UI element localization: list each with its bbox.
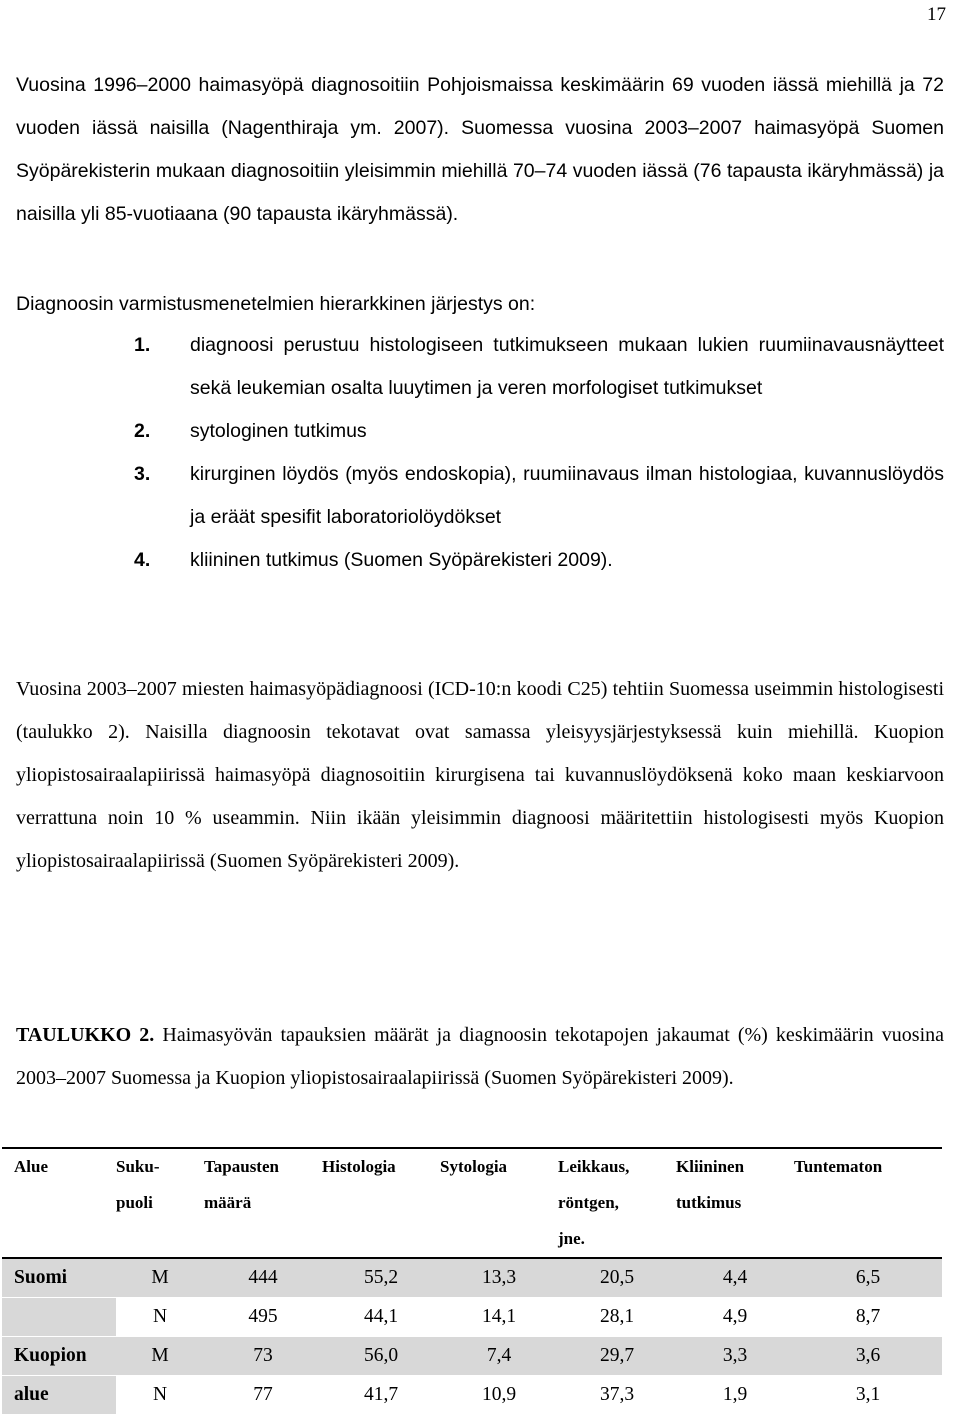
table-row	[2, 1258, 942, 1298]
cell-kliininen: 1,9	[676, 1376, 794, 1415]
table-header-row	[2, 1148, 942, 1258]
cell-kliininen: 4,4	[676, 1258, 794, 1298]
cases-table	[2, 1147, 942, 1415]
header-alue: Alue	[2, 1148, 116, 1258]
cell-leikkaus: 37,3	[558, 1376, 676, 1415]
cell-sex: N	[116, 1298, 204, 1337]
header-sytologia: Sytologia	[440, 1148, 558, 1258]
list-item	[16, 410, 944, 453]
table-row	[2, 1376, 942, 1415]
list-item-text: diagnoosi perustuu histologiseen tutkimukseen mukaan lukien ruumiinavausnäytteet sekä leukemian osalta luuytimen ja veren morfologiset tutkimukset	[190, 334, 944, 399]
cell-histologia: 41,7	[322, 1376, 440, 1415]
header-kliininen: Kliininen tutkimus	[676, 1148, 794, 1258]
list-item-number: 1.	[134, 334, 151, 356]
list-item-text: kliininen tutkimus (Suomen Syöpärekisteri 2009).	[190, 549, 613, 571]
table-row	[2, 1298, 942, 1337]
header-tuntematon: Tuntematon	[794, 1148, 942, 1258]
cell-kliininen: 3,3	[676, 1337, 794, 1376]
cell-sex: M	[116, 1258, 204, 1298]
list-item-number: 4.	[134, 549, 151, 571]
cell-cases: 77	[204, 1376, 322, 1415]
list-item-number: 3.	[134, 463, 151, 485]
cell-leikkaus: 29,7	[558, 1337, 676, 1376]
cell-histologia: 44,1	[322, 1298, 440, 1337]
cell-sytologia: 10,9	[440, 1376, 558, 1415]
cell-cases: 444	[204, 1258, 322, 1298]
page-number: 17	[927, 4, 946, 25]
cell-region	[2, 1298, 116, 1337]
table-caption	[16, 1014, 944, 1100]
table-caption-text: Haimasyövän tapauksien määrät ja diagnoosin tekotapojen jakaumat (%) keskimäärin vuosina 2003–2007 Suomessa ja Kuopion yliopistosairaalapiirissä (Suomen Syöpärekisteri 2009).	[16, 1024, 945, 1089]
list-item	[16, 324, 944, 410]
list-item-text: sytologinen tutkimus	[190, 420, 367, 442]
cell-kliininen: 4,9	[676, 1298, 794, 1337]
cell-sytologia: 13,3	[440, 1258, 558, 1298]
table-row	[2, 1337, 942, 1376]
cell-region: Suomi	[2, 1258, 116, 1298]
cell-histologia: 56,0	[322, 1337, 440, 1376]
cell-leikkaus: 28,1	[558, 1298, 676, 1337]
header-leikkaus: Leikkaus, röntgen, jne.	[558, 1148, 676, 1258]
cell-region: Kuopion	[2, 1337, 116, 1376]
cell-tuntematon: 6,5	[794, 1258, 942, 1298]
list-heading: Diagnoosin varmistusmenetelmien hierarkkinen järjestys on:	[16, 293, 536, 315]
header-histologia: Histologia	[322, 1148, 440, 1258]
diagnosis-hierarchy-list	[16, 324, 944, 582]
cell-cases: 73	[204, 1337, 322, 1376]
header-tapausten-maara: Tapausten määrä	[204, 1148, 322, 1258]
cell-sytologia: 14,1	[440, 1298, 558, 1337]
cell-cases: 495	[204, 1298, 322, 1337]
cell-sex: N	[116, 1376, 204, 1415]
cell-tuntematon: 3,6	[794, 1337, 942, 1376]
cell-sytologia: 7,4	[440, 1337, 558, 1376]
list-item	[16, 453, 944, 539]
header-sukupuoli: Suku- puoli	[116, 1148, 204, 1258]
paragraph-diagnosis-methods: Vuosina 2003–2007 miesten haimasyöpädiagnoosi (ICD-10:n koodi C25) tehtiin Suomessa useimmin histologisesti (taulukko 2). Naisilla diagnoosin tekotavat ovat samassa yleisyysjärjestyksessä kuin miehillä. Kuopion yliopistosairaalapiirissä haimasyöpä diagnosoitiin kirurgisena tai kuvannuslöydöksenä koko maan keskiarvoon verrattuna noin 10 % useammin. Niin ikään yleisimmin diagnoosi määritettiin histologisesti myös Kuopion yliopistosairaalapiirissä (Suomen Syöpärekisteri 2009).	[16, 678, 944, 872]
list-item-text: kirurginen löydös (myös endoskopia), ruumiinavaus ilman histologiaa, kuvannuslöydös ja eräät spesifit laboratoriolöydökset	[190, 463, 944, 528]
cell-tuntematon: 8,7	[794, 1298, 942, 1337]
cell-region: alue	[2, 1376, 116, 1415]
cell-histologia: 55,2	[322, 1258, 440, 1298]
table-caption-label: TAULUKKO 2.	[16, 1024, 155, 1046]
cell-leikkaus: 20,5	[558, 1258, 676, 1298]
paragraph-diagnosis-age: Vuosina 1996–2000 haimasyöpä diagnosoitiin Pohjoismaissa keskimäärin 69 vuoden iässä miehillä ja 72 vuoden iässä naisilla (Nagenthiraja ym. 2007). Suomessa vuosina 2003–2007 haimasyöpä Suomen Syöpärekisterin mukaan diagnosoitiin yleisimmin miehillä 70–74 vuoden iässä (76 tapausta ikäryhmässä) ja naisilla yli 85-vuotiaana (90 tapausta ikäryhmässä).	[16, 74, 944, 225]
cell-sex: M	[116, 1337, 204, 1376]
list-item-number: 2.	[134, 420, 151, 442]
list-item	[16, 539, 944, 582]
cell-tuntematon: 3,1	[794, 1376, 942, 1415]
